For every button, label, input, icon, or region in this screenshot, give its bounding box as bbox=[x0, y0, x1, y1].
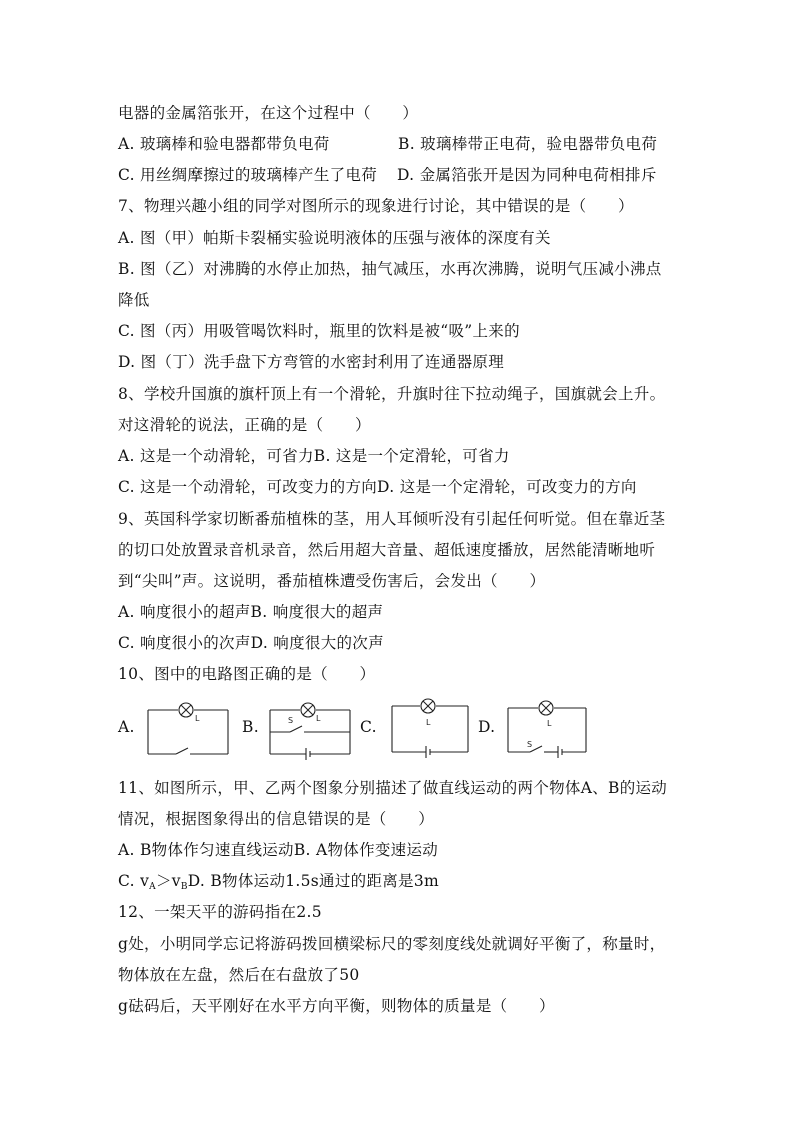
q7-option-a: A. 图（甲）帕斯卡裂桶实验说明液体的压强与液体的深度有关 bbox=[118, 229, 551, 247]
lamp-label-a: L bbox=[195, 714, 200, 723]
greater-than-sign: ＞ bbox=[155, 872, 172, 890]
q6-option-a: A. 玻璃棒和验电器都带负电荷 bbox=[118, 135, 330, 153]
q11-option-c-prefix: C. bbox=[118, 872, 141, 890]
q7-option-b: B. 图（乙）对沸腾的水停止加热，抽气减压，水再次沸腾，说明气压减小沸点 bbox=[118, 260, 662, 278]
q9-stem-line3: 到“尖叫”声。这说明，番茄植株遭受伤害后，会发出（ ） bbox=[118, 572, 546, 590]
q9-stem-line2: 的切口处放置录音机录音，然后用超大音量、超低速度播放，居然能清晰地听 bbox=[118, 541, 656, 559]
circuit-d-diagram bbox=[506, 696, 588, 758]
q11-stem-continued: 情况，根据图象得出的信息错误的是（ ） bbox=[118, 810, 435, 828]
lamp-label-d: L bbox=[547, 719, 552, 728]
q7-option-d: D. 图（丁）洗手盘下方弯管的水密封利用了连通器原理 bbox=[118, 353, 505, 371]
velocity-symbol-a: v bbox=[140, 872, 150, 890]
q6-option-c: C. 用丝绸摩擦过的玻璃棒产生了电荷 bbox=[118, 166, 378, 184]
lamp-label-c: L bbox=[426, 718, 431, 727]
q7-option-b-continued: 降低 bbox=[118, 291, 150, 309]
q10-stem: 10、图中的电路图正确的是（ ） bbox=[118, 665, 376, 683]
q11-option-d: D. B物体运动1.5s通过的距离是3m bbox=[187, 872, 440, 890]
switch-label-d: S bbox=[527, 740, 533, 749]
q12-stem-line2: g处，小明同学忘记将游码拨回横梁标尺的零刻度线处就调好平衡了，称量时， bbox=[118, 935, 666, 953]
q7-stem: 7、物理兴趣小组的同学对图所示的现象进行讨论，其中错误的是（ ） bbox=[118, 197, 634, 215]
q11-options-ab: A. B物体作匀速直线运动B. A物体作变速运动 bbox=[118, 841, 439, 859]
velocity-subscript-a: A bbox=[149, 882, 156, 892]
q12-stem-line3: 物体放在左盘，然后在右盘放了50 bbox=[118, 966, 360, 984]
q9-stem: 9、英国科学家切断番茄植株的茎，用人耳倾听没有引起任何听觉。但在靠近茎 bbox=[118, 510, 666, 528]
q8-options-ab: A. 这是一个动滑轮，可省力B. 这是一个定滑轮，可省力 bbox=[118, 447, 510, 465]
q12-stem: 12、一架天平的游码指在2.5 bbox=[118, 903, 322, 921]
q6-stem-continued: 电器的金属箔张开，在这个过程中（ ） bbox=[118, 104, 419, 122]
circuit-c-diagram bbox=[390, 696, 470, 758]
circuit-c-label: C. bbox=[360, 718, 377, 736]
velocity-symbol-b: v bbox=[171, 872, 181, 890]
circuit-b-diagram bbox=[268, 696, 352, 758]
q11-stem: 11、如图所示，甲、乙两个图象分别描述了做直线运动的两个物体A、B的运动 bbox=[118, 779, 668, 797]
q6-option-b: B. 玻璃棒带正电荷，验电器带负电荷 bbox=[398, 135, 658, 153]
q8-stem: 8、学校升国旗的旗杆顶上有一个滑轮，升旗时往下拉动绳子，国旗就会上升。 bbox=[118, 385, 666, 403]
q9-options-cd: C. 响度很小的次声D. 响度很大的次声 bbox=[118, 634, 384, 652]
q12-stem-line4: g砝码后，天平刚好在水平方向平衡，则物体的质量是（ ） bbox=[118, 997, 555, 1015]
circuit-a-label: A. bbox=[118, 718, 135, 736]
circuit-a-diagram bbox=[146, 696, 230, 758]
q6-option-d: D. 金属箔张开是因为同种电荷相排斥 bbox=[397, 166, 657, 184]
lamp-label-b: L bbox=[316, 714, 321, 723]
q8-options-cd: C. 这是一个动滑轮，可改变力的方向D. 这是一个定滑轮，可改变力的方向 bbox=[118, 478, 637, 496]
switch-label-b: S bbox=[288, 716, 294, 725]
q9-options-ab: A. 响度很小的超声B. 响度很大的超声 bbox=[118, 603, 384, 621]
q11-options-cd bbox=[118, 871, 439, 897]
q10-circuit-options bbox=[118, 696, 598, 766]
circuit-b-label: B. bbox=[242, 718, 259, 736]
q8-stem-continued: 对这滑轮的说法，正确的是（ ） bbox=[118, 416, 371, 434]
velocity-subscript-b: B bbox=[180, 882, 188, 892]
q7-option-c: C. 图（丙）用吸管喝饮料时，瓶里的饮料是被“吸”上来的 bbox=[118, 322, 520, 340]
circuit-d-label: D. bbox=[478, 718, 496, 736]
